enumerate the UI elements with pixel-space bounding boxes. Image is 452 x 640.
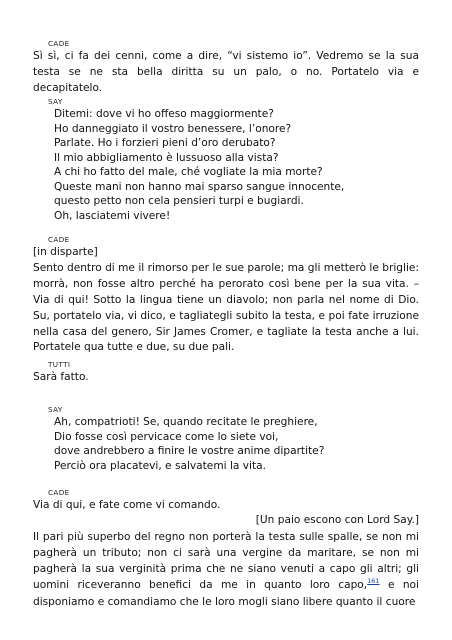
verse-line: dove andrebbero a finire le vostre anime dipartite? xyxy=(54,445,325,457)
verse-line: Ho danneggiato il vostro benessere, l’onore? xyxy=(54,122,292,135)
speech-tutti: Sarà fatto. xyxy=(33,371,89,383)
speech-cade-3-body xyxy=(33,530,419,611)
stage-direction: [in disparte] xyxy=(33,246,98,258)
verse-line: questo petto non cela pensieri turpi e bugiardi. xyxy=(54,195,304,207)
speaker-cade: CADE xyxy=(48,235,70,244)
verse-line: Parlate. Ho i forzieri pieni d’oro derubato? xyxy=(54,137,276,149)
verse-say-2 xyxy=(54,415,324,473)
speaker-say: SAY xyxy=(48,97,63,106)
speech-cade-1: Sì sì, ci fa dei cenni, come a dire, “vi sistemo io”. Vedremo se la sua testa se ne sta bella diritta su un palo, o no. Portatelo via e decapitatelo. xyxy=(33,50,419,94)
speech-text: e noi disponiamo e comandiamo che le loro mogli siano libere quanto il cuore xyxy=(33,578,419,608)
verse-say-1 xyxy=(54,107,344,223)
speaker-say: SAY xyxy=(48,405,63,414)
speaker-tutti: TUTTI xyxy=(48,360,71,369)
speech-cade-3-first: Via di qui, e fate come vi comando. xyxy=(33,499,221,511)
verse-line: Perciò ora placatevi, e salvatemi la vita. xyxy=(54,459,266,472)
verse-line: Dio fosse così pervicace come lo siete voi, xyxy=(54,430,279,443)
speech-text: Sento dentro di me il rimorso per le sue parole; ma gli metterò le briglie: morrà, non fosse altro perché ha perorato così bene per la sua vita. – Via di qui! Sotto la lingua tiene un diavolo; non parla nel nome di Dio. Su, portatelo via, vi dico, e tagliategli subito la testa, e poi fate irruzione nella casa del genero, Sir James Cromer, e tagliate la testa anche a lui. Portatele qua tutte e due, su due pali. xyxy=(33,261,419,354)
verse-line: Queste mani non hanno mai sparso sangue innocente, xyxy=(54,180,345,193)
footnote-link[interactable]: 161 xyxy=(367,576,380,585)
speaker-cade: CADE xyxy=(48,488,70,497)
speaker-cade: CADE xyxy=(48,39,70,48)
verse-line: A chi ho fatto del male, ché vogliate la mia morte? xyxy=(54,166,323,178)
verse-line: Ditemi: dove vi ho offeso maggiormente? xyxy=(54,108,274,120)
verse-line: Oh, lasciatemi vivere! xyxy=(54,209,171,222)
stage-direction-exit: [Un paio escono con Lord Say.] xyxy=(255,514,419,526)
verse-line: Ah, compatrioti! Se, quando recitate le preghiere, xyxy=(54,416,318,428)
verse-line: Il mio abbigliamento è lussuoso alla vista? xyxy=(54,151,279,164)
speech-text: Il pari più superbo del regno non porterà la testa sulle spalle, se non mi pagherà un tributo; non ci sarà una vergine da maritare, se non mi pagherà la sua verginità prima che ne siano venuti a capo gli altri; gli uomini riceveranno benefici da me in quanto loro capo, xyxy=(33,531,419,591)
speech-cade-2 xyxy=(33,245,419,356)
